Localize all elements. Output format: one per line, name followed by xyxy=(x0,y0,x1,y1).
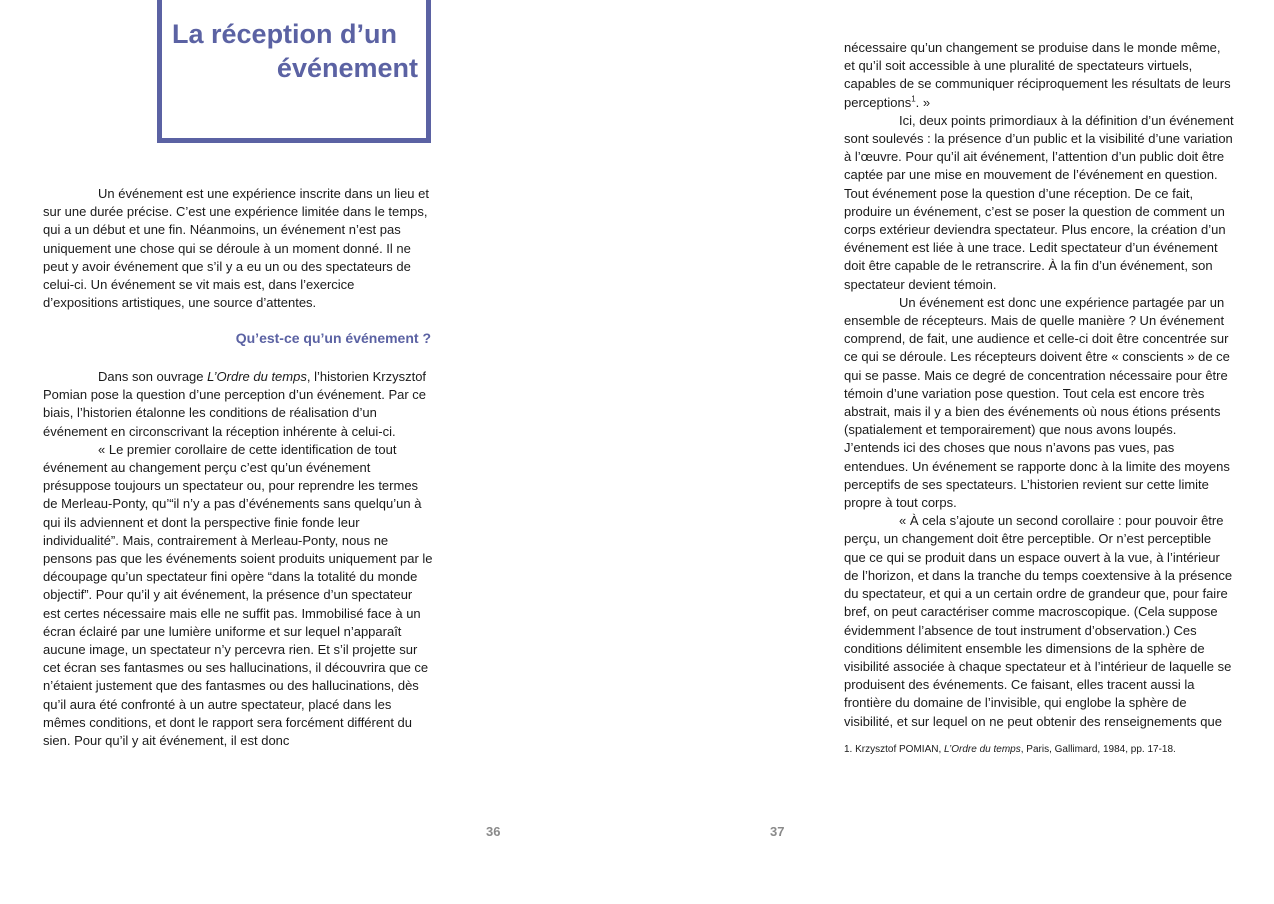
left-body-column xyxy=(43,368,433,750)
body-paragraph-1-end: , l’historien Krzysztof Pomian pose la question d’une perception d’un événement. Par ce biais, l’historien étalonne les conditions de réalisation d’un événement en circonscrivant la réception inhérente à celui-ci. xyxy=(43,369,427,439)
quote-continuation xyxy=(844,39,1234,112)
footnote xyxy=(844,743,1234,757)
footnote-start: 1. Krzysztof POMIAN, xyxy=(844,744,945,755)
right-page xyxy=(637,0,1274,904)
footnote-reference: 1 xyxy=(911,94,916,104)
quote-close: . » xyxy=(915,94,931,110)
body-paragraph-2: Ici, deux points primordiaux à la définition d’un événement sont soulevés : la présence d’un public et la visibilité d’une variation à l’œuvre. Pour qu’il ait événement, l’attention d’un public doit être captée par une mise en mouvement de l’événement en question. Tout événement pose la question d’une réception. De ce fait, produire un événement, c’est se poser la question de comment un corps extérieur deviendra spectateur. Plus encore, la création d’un événement est liée à une trace. Ledit spectateur d’un événement doit être capable de le retranscrire. À la fin d’un événement, son spectateur devient témoin. xyxy=(844,112,1234,292)
page-number-right: 37 xyxy=(770,824,785,839)
intro-paragraph: Un événement est une expérience inscrite dans un lieu et sur une durée précise. C’est une expérience limitée dans le temps, qui a un début et une fin. Néanmoins, un événement n’est pas uniquement une chose qui se déroule à un moment donné. Il ne peut y avoir événement que s’il y a eu un ou des spectateurs de celui-ci. Un événement se vit mais est, dans l’exercice d’expositions artistiques, une source d’attentes. xyxy=(43,186,429,311)
chapter-title-line-1: La réception d’un xyxy=(172,19,398,49)
body-paragraph-1-start: Dans son ouvrage xyxy=(98,369,208,384)
book-title: L’Ordre du temps xyxy=(207,369,307,384)
quote-paragraph-2: « À cela s’ajoute un second corollaire : pour pouvoir être perçu, un changement doit être perceptible. Or n’est perceptible que ce qui se produit dans un espace ouvert à la vue, à l’intérieur de l’horizon, et dans la tranche du temps coextensive à la présence du spectateur, et qui a un certain ordre de grandeur que, pour faire bref, on peut caractériser comme macroscopique. (Cela suppose évidemment l’absence de tout instrument d’observation.) Ces conditions délimitent ensemble les dimensions de la sphère de visibilité associée à chaque spectateur et à l’intérieur de laquelle se produisent des événements. Ce faisant, elles tracent aussi la frontière du domaine de l’invisible, qui englobe la sphère de visibilité, et sur lequel on ne peut obtenir des renseignements que xyxy=(844,513,1233,729)
footnote-end: , Paris, Gallimard, 1984, pp. 17-18. xyxy=(1020,744,1176,755)
quote-paragraph-1: « Le premier corollaire de cette identification de tout événement au changement perçu c’est qu’un événement présuppose toujours un spectateur ou, pour reprendre les termes de Merleau-Ponty, qu’“il n’y a pas d’événements sans quelqu’un à qui ils adviennent et dont la perspective finie fonde leur individualité”. Mais, contrairement à Merleau-Ponty, nous ne pensons pas que les événements soient produits uniquement par le découpage qu’un spectateur fini opère “dans la totalité du monde objectif”. Pour qu’il y ait événement, la présence d’un spectateur est certes nécessaire mais elle ne suffit pas. Immobilisé face à un écran éclairé par une lumière uniforme et sur lequel n’apparaît aucune image, un spectateur n’y percevra rien. Et s’il projette sur cet écran ses fantasmes ou ses hallucinations, il découvrira que ce n’étaient justement que des fantasmes ou des hallucinations, dès qu’il aura été confronté à un autre spectateur, placé dans les mêmes conditions, et dont le rapport sera forcément différent du sien. Pour qu’il y ait événement, il est donc xyxy=(43,441,433,749)
footnote-book-title: L’Ordre du temps xyxy=(944,744,1021,755)
page-number-left: 36 xyxy=(486,824,501,839)
chapter-title xyxy=(172,17,418,85)
body-paragraph-1 xyxy=(43,368,433,441)
right-body-column xyxy=(844,39,1234,731)
body-paragraph-3: Un événement est donc une expérience partagée par un ensemble de récepteurs. Mais de quelle manière ? Un événement comprend, de fait, une audience et celle-ci doit être concentrée sur ce qui se déroule. Les récepteurs doivent être « conscients » de ce qui se passe. Mais ce degré de concentration nécessaire pour être témoin d’une variation pose question. Tout cela est encore très abstrait, mais il y a bien des événements où nous étions présents (spatialement et temporairement) que nous avons loupés. J’entends ici des choses que nous n’avons pas vues, pas entendues. Un événement se rapporte donc à la limite des moyens perceptifs de ses spectateurs. L’historien revient sur cette limite propre à tout corps. xyxy=(844,294,1230,511)
intro-column xyxy=(43,185,433,312)
chapter-title-line-2: événement xyxy=(276,53,418,83)
section-heading: Qu’est-ce qu’un événement ? xyxy=(235,330,431,346)
chapter-title-box xyxy=(157,0,431,143)
quote-continuation-text: nécessaire qu’un changement se produise dans le monde même, et qu’il soit accessible à une pluralité de spectateurs virtuels, capables de se communiquer réciproquement les résultats de leurs perceptions xyxy=(844,40,1231,110)
